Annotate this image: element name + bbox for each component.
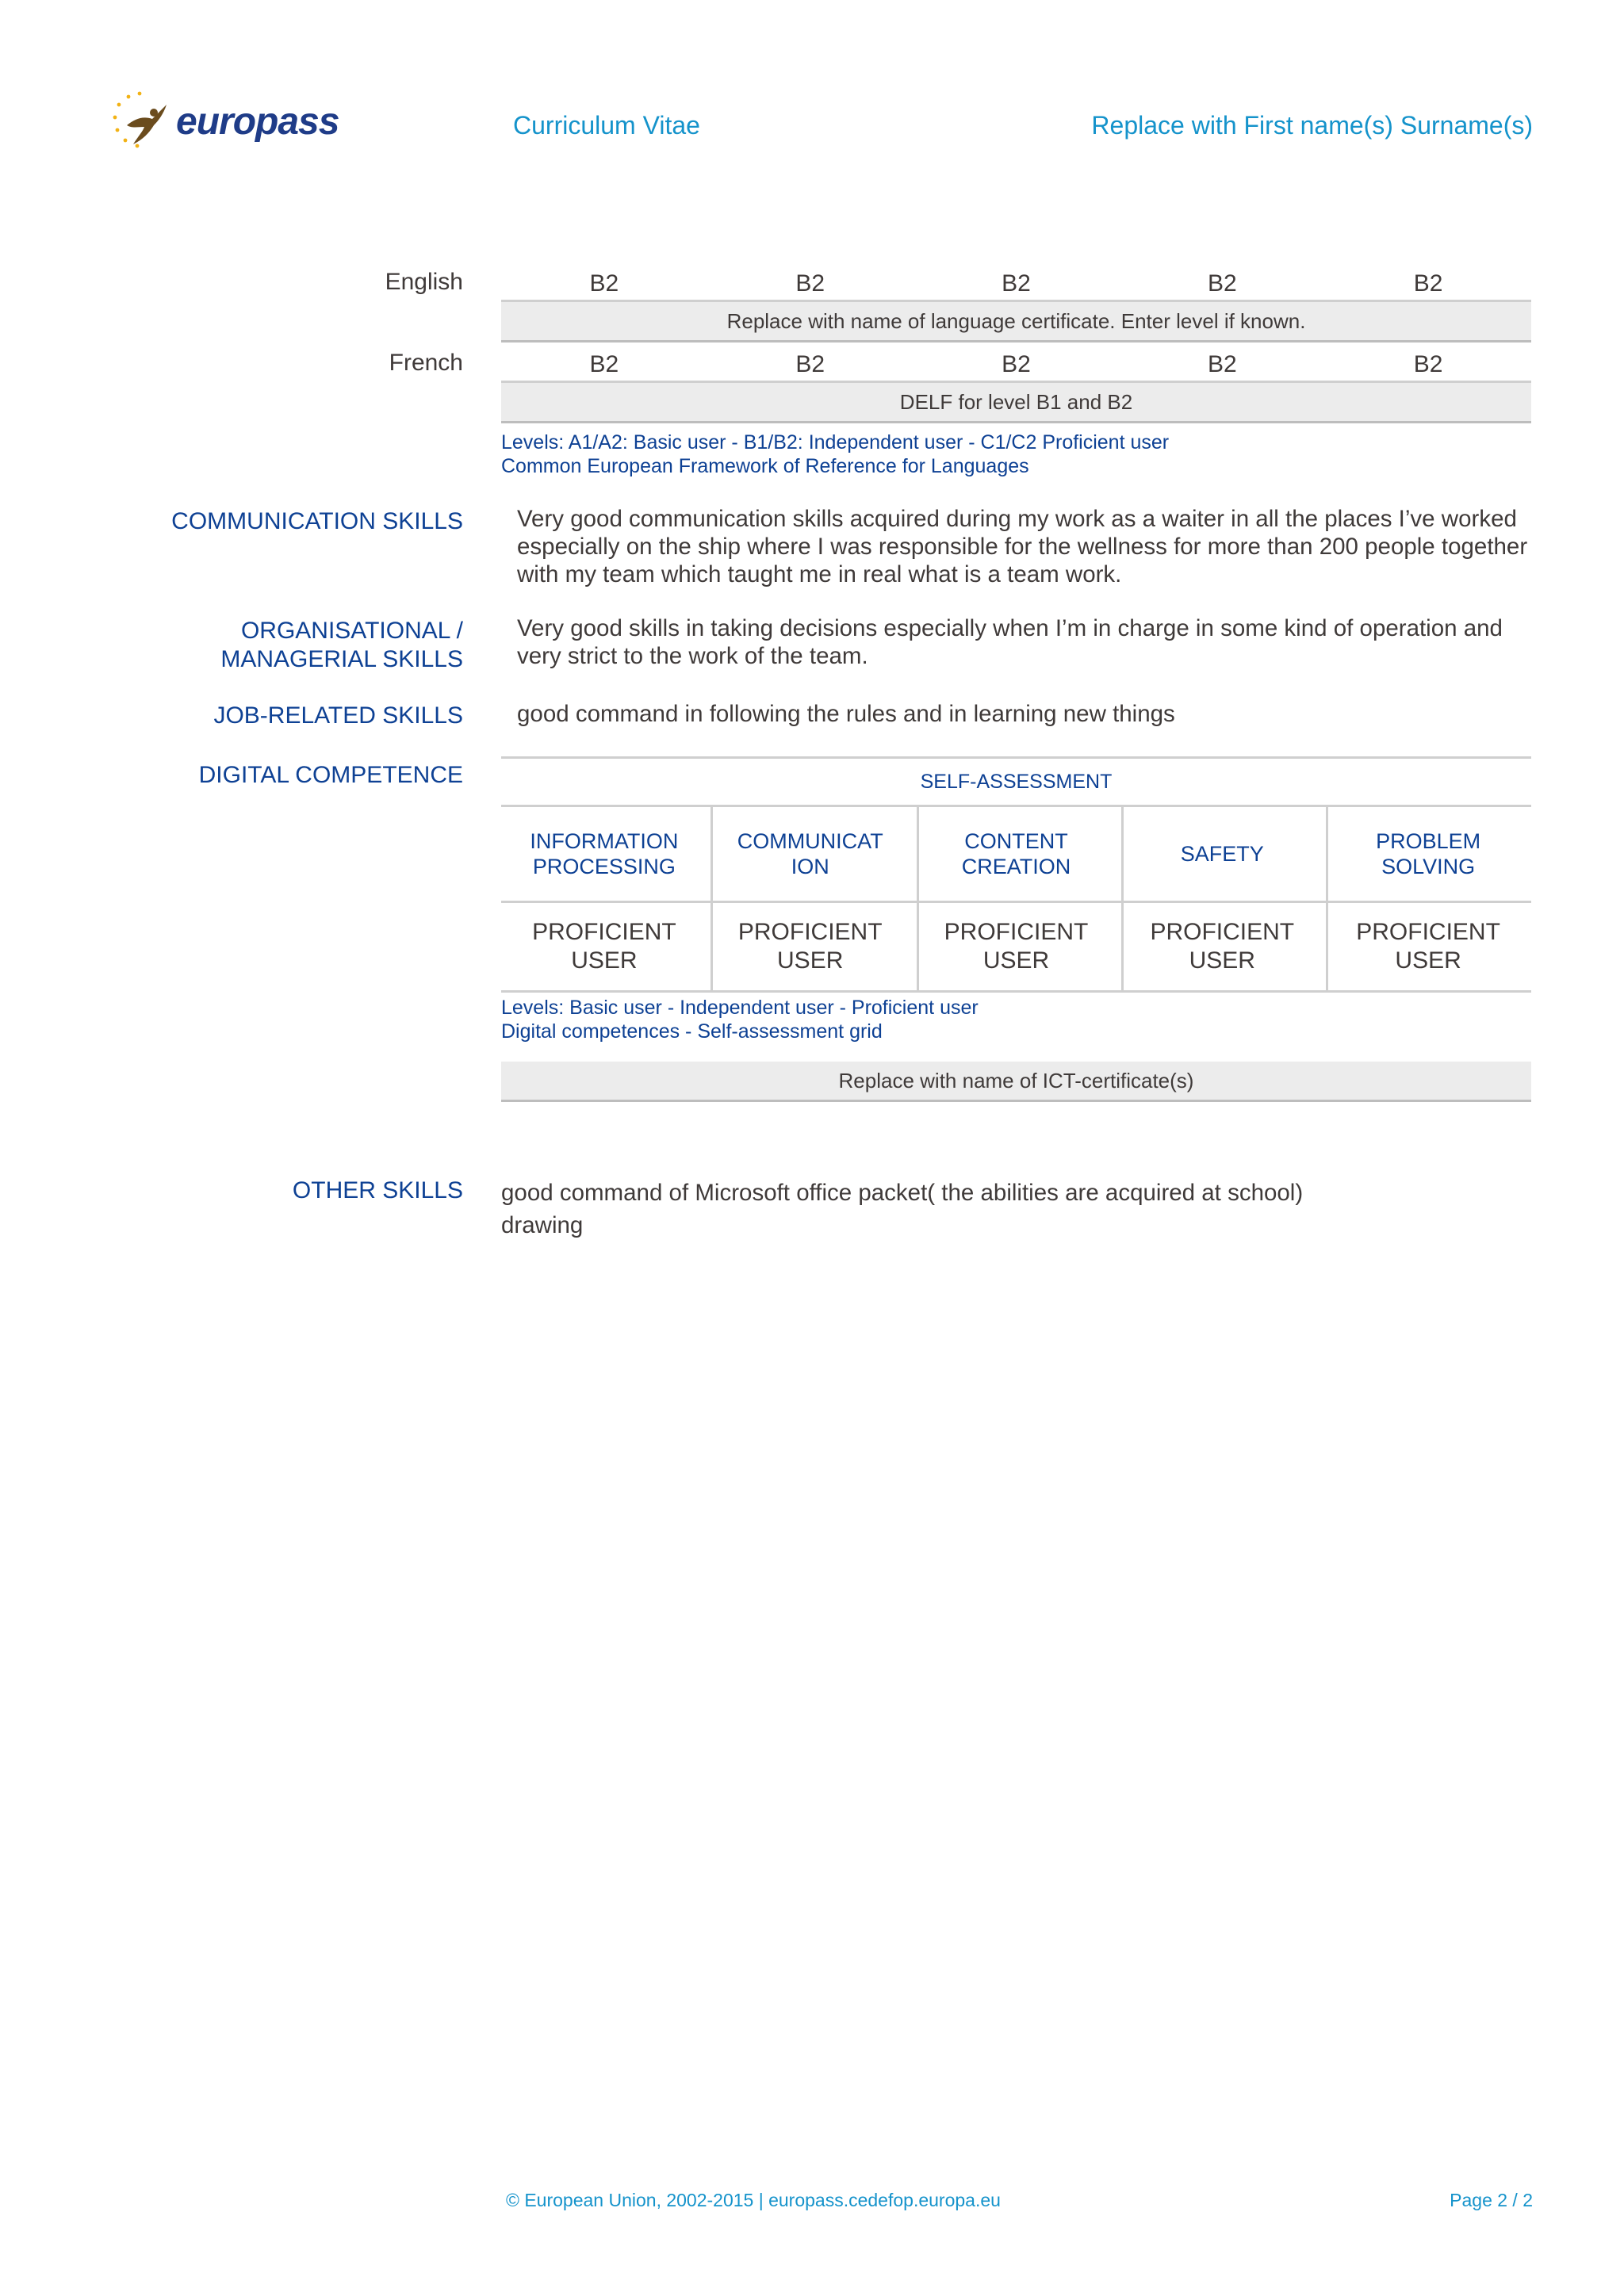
candidate-name: Replace with First name(s) Surname(s): [1091, 111, 1533, 140]
value-line: PROFICIENT: [1356, 919, 1500, 945]
level-cell: B2: [1413, 351, 1443, 377]
digital-value-cell: [707, 918, 914, 975]
value-line: PROFICIENT: [944, 919, 1089, 945]
grid-vline: [1326, 805, 1328, 993]
ict-certificate-bar: Replace with name of ICT-certificate(s): [501, 1062, 1531, 1102]
digital-value-cell: [1119, 918, 1325, 975]
header-line: ION: [791, 855, 829, 878]
footer-copyright: © European Union, 2002-2015 | europass.cedefop.europa.eu: [506, 2190, 1001, 2210]
communication-skills-label: COMMUNICATION SKILLS: [171, 508, 463, 534]
value-line: USER: [777, 947, 844, 974]
digital-headers-row: [501, 807, 1531, 901]
level-cell: B2: [1207, 270, 1237, 297]
value-line: PROFICIENT: [737, 919, 883, 945]
organisational-skills-text: Very good skills in taking decisions especially when I’m in charge in some kind of operation and very strict to the work of the team.: [517, 615, 1503, 669]
value-line: USER: [571, 947, 638, 974]
language-levels-note: Levels: A1/A2: Basic user - B1/B2: Independent user - C1/C2 Proficient user: [501, 431, 1170, 453]
language-certificate-french: DELF for level B1 and B2: [501, 383, 1531, 423]
level-cell: B2: [589, 351, 619, 377]
organisational-label-line2: MANAGERIAL SKILLS: [220, 646, 463, 672]
header-line: COMMUNICAT: [737, 829, 883, 853]
divider: [501, 990, 1531, 993]
digital-header-information-processing: [501, 828, 707, 879]
organisational-label-line1: ORGANISATIONAL /: [240, 618, 463, 644]
header-line: CONTENT: [964, 829, 1068, 853]
value-line: USER: [982, 947, 1050, 974]
grid-vline: [917, 805, 919, 993]
language-levels-french: [501, 350, 1531, 379]
grid-vline: [710, 805, 713, 993]
digital-value-cell: [1325, 918, 1531, 975]
level-cell: B2: [1002, 351, 1031, 377]
value-line: USER: [1189, 947, 1255, 974]
header-line: PROCESSING: [532, 855, 676, 878]
language-name-english: English: [385, 269, 463, 295]
digital-values-row: [501, 903, 1531, 990]
level-cell: B2: [1413, 270, 1443, 297]
communication-skills-text: Very good communication skills acquired during my work as a waiter in all the places I’ve worked especially on the ship where I was responsible for the wellness for more than 200 people together with my team which taught me in real what is a team work.: [517, 506, 1528, 587]
header-line: SOLVING: [1381, 855, 1476, 878]
job-related-skills-label: JOB-RELATED SKILLS: [213, 702, 463, 729]
document-title: Curriculum Vitae: [513, 111, 700, 140]
digital-value-cell: [914, 918, 1120, 975]
language-certificate-english: Replace with name of language certificate. Enter level if known.: [501, 302, 1531, 342]
digital-levels-note: Levels: Basic user - Independent user - Proficient user: [501, 997, 979, 1019]
self-assessment-heading: SELF-ASSESSMENT: [920, 771, 1113, 793]
level-cell: B2: [795, 270, 825, 297]
header-line: PROBLEM: [1376, 829, 1481, 853]
other-skills-line1: good command of Microsoft office packet( the abilities are acquired at school): [501, 1180, 1304, 1206]
language-levels-english: [501, 270, 1531, 298]
language-name-french: French: [389, 350, 463, 376]
header-line: CREATION: [961, 855, 1071, 878]
header-line: INFORMATION: [530, 829, 679, 853]
header-line: SAFETY: [1180, 842, 1264, 866]
digital-grid-note: Digital competences - Self-assessment grid: [501, 1020, 883, 1043]
job-related-skills-text: good command in following the rules and in learning new things: [517, 701, 1175, 727]
digital-header-communication: [707, 828, 914, 879]
value-line: PROFICIENT: [1150, 919, 1295, 945]
value-line: PROFICIENT: [532, 919, 676, 945]
organisational-skills-label: [119, 617, 463, 674]
digital-header-safety: [1119, 841, 1325, 867]
value-line: USER: [1395, 947, 1461, 974]
level-cell: B2: [589, 270, 619, 297]
europass-logo-icon: [111, 87, 182, 159]
digital-header-content-creation: [914, 828, 1120, 879]
other-skills-label: OTHER SKILLS: [292, 1177, 463, 1203]
digital-competence-label: DIGITAL COMPETENCE: [198, 762, 463, 788]
divider: [501, 756, 1531, 759]
level-cell: B2: [1002, 270, 1031, 297]
europass-logo: [111, 87, 341, 159]
other-skills-line2: drawing: [501, 1212, 584, 1238]
level-cell: B2: [795, 351, 825, 377]
language-framework-note: Common European Framework of Reference for Languages: [501, 455, 1029, 477]
logo-wordmark: europass: [176, 101, 339, 143]
digital-header-problem-solving: [1325, 828, 1531, 879]
level-cell: B2: [1207, 351, 1237, 377]
footer-page-number: Page 2 / 2: [1450, 2190, 1533, 2210]
grid-vline: [1121, 805, 1124, 993]
digital-value-cell: [501, 918, 707, 975]
